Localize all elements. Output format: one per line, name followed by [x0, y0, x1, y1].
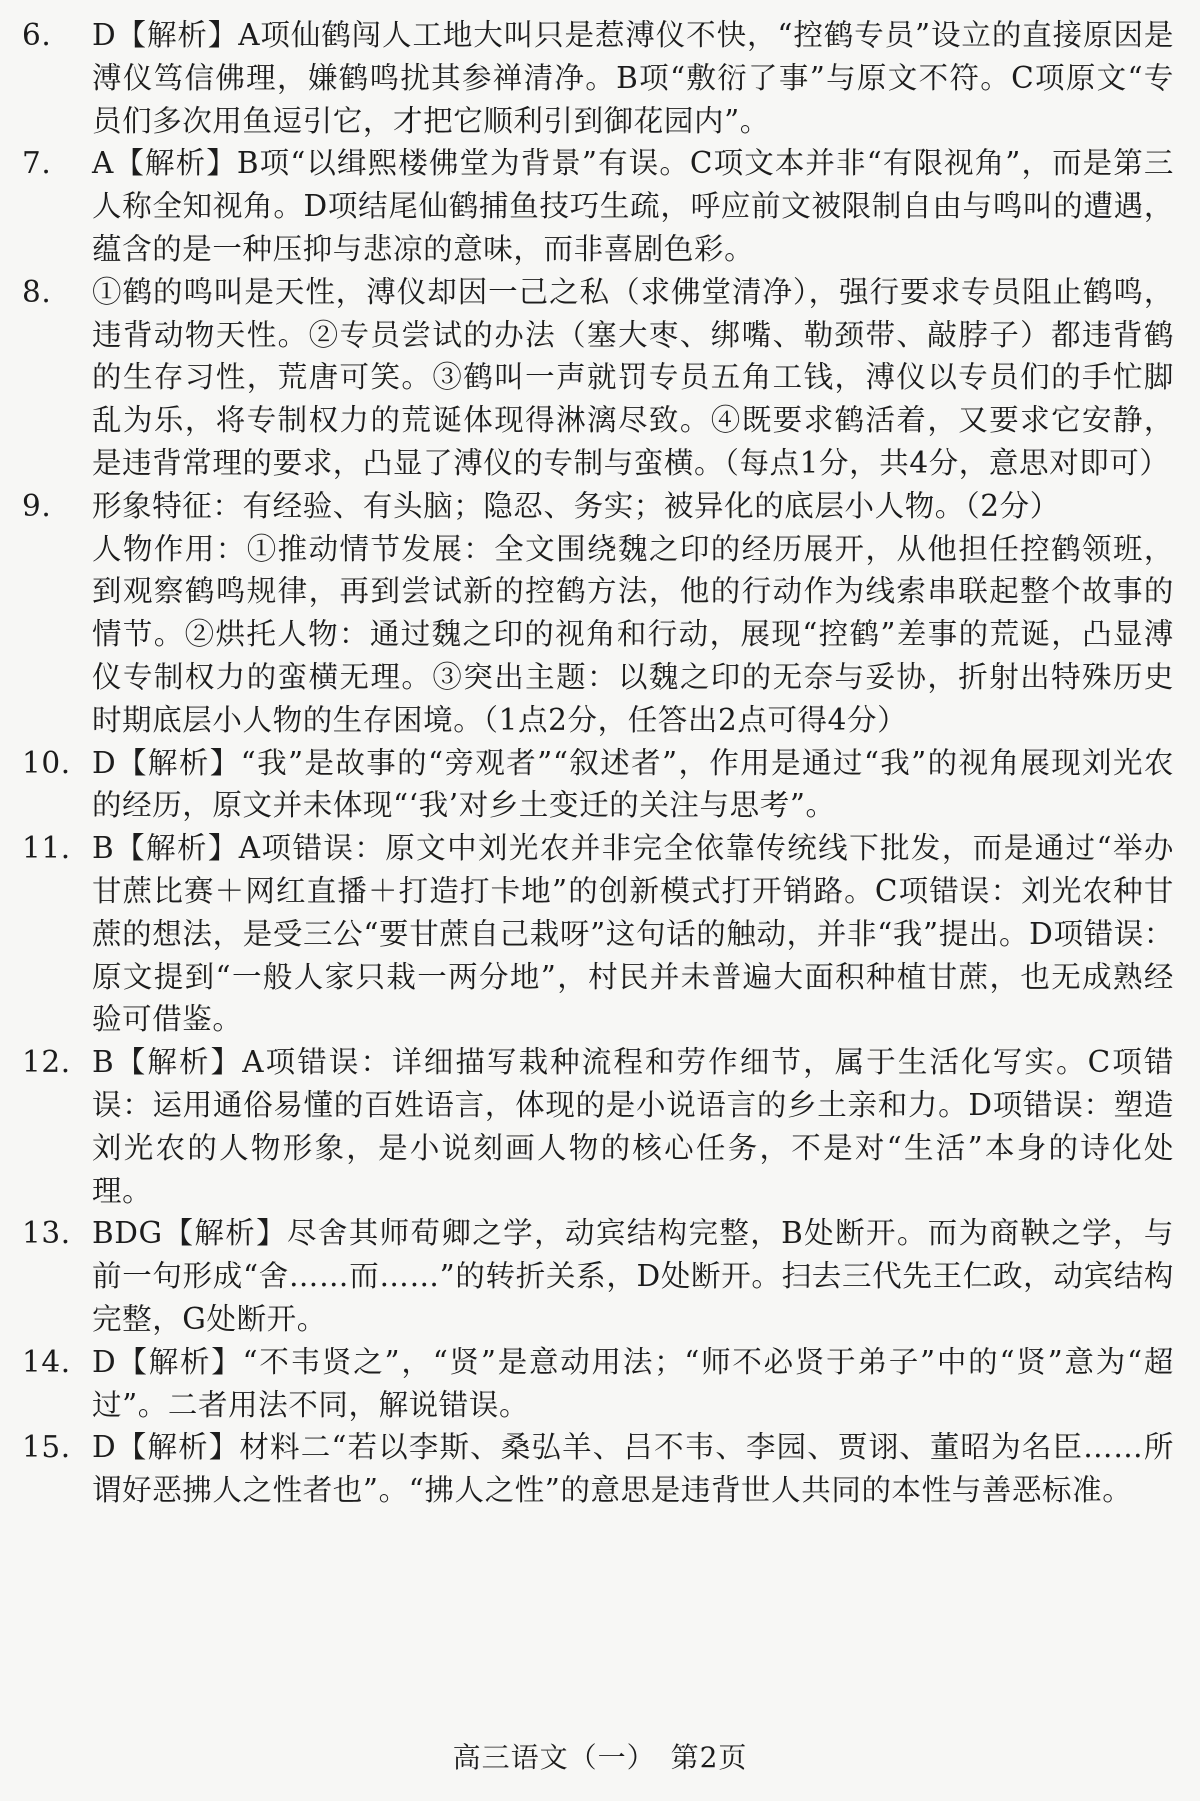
item-number: 6.: [22, 18, 52, 52]
item-number: 15.: [22, 1430, 71, 1465]
item-text-functions: 人物作用：①推动情节发展：全文围绕魏之印的经历展开，从他担任控鹤领班，到观察鹤鸣规律，再到尝试新的控鹤方法，他的行动作为线索串联起整个故事的情节。②烘托人物：通过魏之印的视角和行动，展现“控鹤”差事的荒诞，凸显溥仪专制权力的蛮横无理。③突出主题：以魏之印的无奈与妥协，折射出特殊历史时期底层小人物的生存困境。（1点2分，任答出2点可得4分）: [92, 531, 1174, 737]
page-footer: 高三语文（一） 第2页: [452, 1741, 748, 1774]
item-number: 14.: [22, 1344, 71, 1379]
answer-item-13: [22, 1212, 1174, 1340]
item-number: 9.: [22, 488, 52, 523]
item-text: B【解析】A项错误：详细描写栽种流程和劳作细节，属于生活化写实。C项错误：运用通俗易懂的百姓语言，体现的是小说语言的乡土亲和力。D项错误：塑造刘光农的人物形象，是小说刻画人物的核心任务，不是对“生活”本身的诗化处理。: [92, 1045, 1174, 1208]
item-text: D【解析】“我”是故事的“旁观者”“叙述者”，作用是通过“我”的视角展现刘光农的经历，原文并未体现“‘我’对乡土变迁的关注与思考”。: [92, 745, 1174, 823]
answer-item-15: [22, 1426, 1174, 1512]
item-text: ①鹤的鸣叫是天性，溥仪却因一己之私（求佛堂清净），强行要求专员阻止鹤鸣，违背动物天性。②专员尝试的办法（塞大枣、绑嘴、勒颈带、敲脖子）都违背鹤的生存习性，荒唐可笑。③鹤叫一声就罚专员五角工钱，溥仪以专员们的手忙脚乱为乐，将专制权力的荒诞体现得淋漓尽致。④既要求鹤活着，又要求它安静，是违背常理的要求，凸显了溥仪的专制与蛮横。（每点1分，共4分，意思对即可）: [92, 274, 1174, 480]
answer-item-14: [22, 1341, 1174, 1427]
item-number: 13.: [22, 1216, 71, 1251]
answer-item-8: [22, 271, 1174, 485]
answer-item-7: [22, 142, 1174, 270]
item-text-traits: 形象特征：有经验、有头脑；隐忍、务实；被异化的底层小人物。（2分）: [92, 488, 1060, 523]
item-text: BDG【解析】尽舍其师荀卿之学，动宾结构完整，B处断开。而为商鞅之学，与前一句形成“舍……而……”的转折关系，D处断开。扫去三代先王仁政，动宾结构完整，G处断开。: [92, 1216, 1174, 1336]
answer-item-11: [22, 827, 1174, 1041]
item-text: D【解析】A项仙鹤闯人工地大叫只是惹溥仪不快，“控鹤专员”设立的直接原因是溥仪笃信佛理，嫌鹤鸣扰其参禅清净。B项“敷衍了事”与原文不符。C项原文“专员们多次用鱼逗引它，才把它顺利引到御花园内”。: [92, 18, 1174, 138]
answer-item-9: [22, 485, 1174, 742]
answer-item-6: [22, 14, 1174, 142]
item-number: 11.: [22, 831, 71, 866]
item-text: D【解析】材料二“若以李斯、桑弘羊、吕不韦、李园、贾诩、董昭为名臣……所谓好恶拂人之性者也”。“拂人之性”的意思是违背世人共同的本性与善恶标准。: [92, 1430, 1174, 1508]
item-number: 10.: [22, 745, 71, 780]
item-text: A【解析】B项“以缉熙楼佛堂为背景”有误。C项文本并非“有限视角”，而是第三人称全知视角。D项结尾仙鹤捕鱼技巧生疏，呼应前文被限制自由与鸣叫的遭遇，蕴含的是一种压抑与悲凉的意味，而非喜剧色彩。: [92, 146, 1174, 266]
answer-item-12: [22, 1041, 1174, 1212]
item-text: B【解析】A项错误：原文中刘光农并非完全依靠传统线下批发，而是通过“举办甘蔗比赛＋网红直播＋打造打卡地”的创新模式打开销路。C项错误：刘光农种甘蔗的想法，是受三公“要甘蔗自己栽呀”这句话的触动，并非“我”提出。D项错误：原文提到“一般人家只栽一两分地”，村民并未普遍大面积种植甘蔗，也无成熟经验可借鉴。: [92, 831, 1174, 1037]
item-text: D【解析】“不韦贤之”，“贤”是意动用法；“师不必贤于弟子”中的“贤”意为“超过”。二者用法不同，解说错误。: [92, 1344, 1174, 1422]
item-number: 8.: [22, 274, 52, 309]
item-number: 7.: [22, 146, 52, 181]
answer-item-10: [22, 742, 1174, 828]
item-number: 12.: [22, 1045, 71, 1080]
answer-sheet-page: [22, 14, 1174, 1512]
